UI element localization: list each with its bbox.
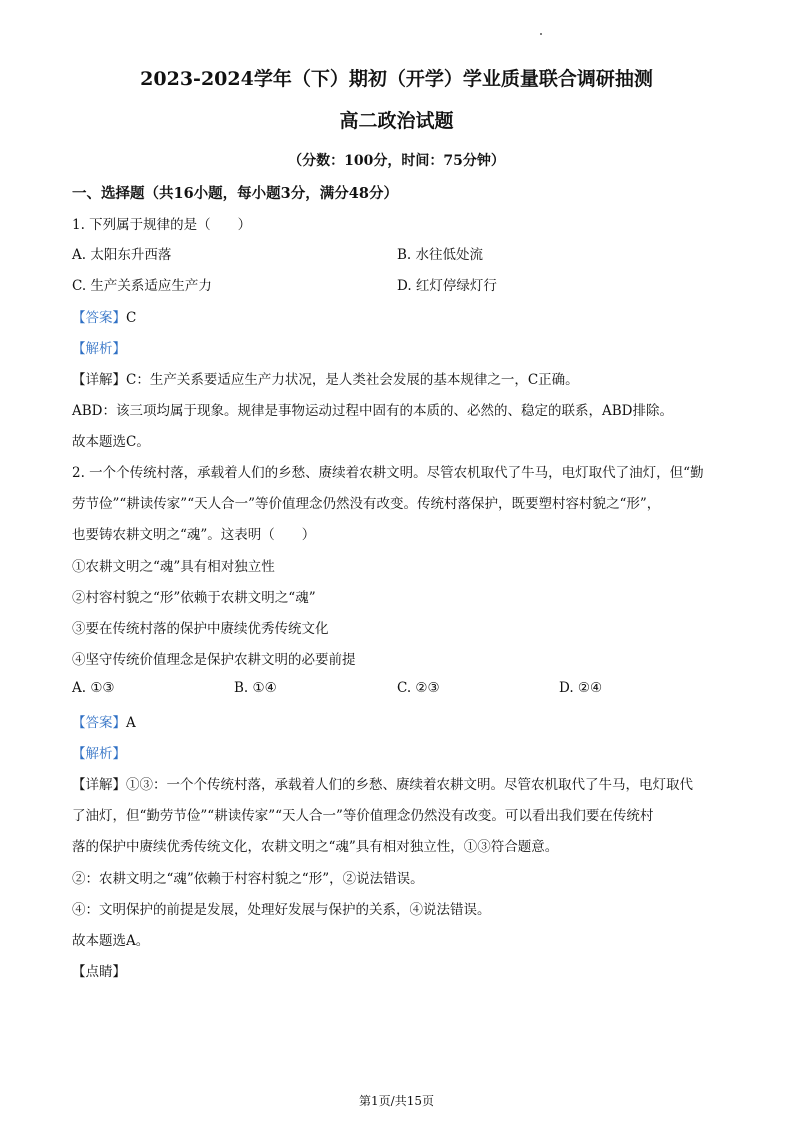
q2-analysis-tag: 【解析】 — [72, 746, 126, 762]
q2-detail-2: 了油灯，但“勤劳节俭”“耕读传家”“天人合一”等价值理念仍然没有改变。可以看出我们要在传统村 — [72, 808, 654, 824]
q2-detail-1 — [72, 773, 693, 793]
answer-tag: 【答案】 — [72, 310, 126, 326]
q2-answer — [72, 711, 136, 731]
q2-detail-6: 故本题选A。 — [72, 933, 150, 949]
exam-meta: （分数：100分，时间：75分钟） — [288, 153, 505, 169]
q1-detail-3: 故本题选C。 — [72, 434, 150, 450]
exam-title: 2023-2024学年（下）期初（开学）学业质量联合调研抽测 — [140, 68, 653, 90]
q1-detail-2: ABD：该三项均属于现象。规律是事物运动过程中固有的本质的、必然的、稳定的联系，ABD排除。 — [72, 403, 673, 419]
answer-tag: 【答案】 — [72, 715, 126, 731]
scan-dot — [540, 33, 542, 35]
q2-item-3: ③要在传统村落的保护中赓续优秀传统文化 — [72, 621, 329, 637]
q1-option-a: A. 太阳东升西落 — [72, 247, 172, 263]
q1-option-b: B. 水往低处流 — [397, 247, 484, 263]
q2-option-c: C. ②③ — [397, 680, 440, 696]
q2-item-1: ①农耕文明之“魂”具有相对独立性 — [72, 559, 275, 575]
section-heading: 一、选择题（共16小题，每小题3分，满分48分） — [72, 185, 398, 202]
q2-option-d: D. ②④ — [559, 680, 603, 696]
q2-option-a: A. ①③ — [72, 680, 115, 696]
q2-detail-5: ④：文明保护的前提是发展，处理好发展与保护的关系，④说法错误。 — [72, 902, 491, 918]
q1-answer — [72, 306, 136, 326]
q2-detail-4: ②：农耕文明之“魂”依赖于村容村貌之“形”，②说法错误。 — [72, 871, 424, 887]
q1-stem: 1. 下列属于规律的是（ ） — [72, 217, 252, 233]
page-number: 第1页/共15页 — [359, 1094, 434, 1108]
q2-stem-2: 劳节俭”“耕读传家”“天人合一”等价值理念仍然没有改变。传统村落保护，既要塑村容村貌之“形”， — [72, 496, 661, 512]
detail-text: ①③：一个个传统村落，承载着人们的乡愁、赓续着农耕文明。尽管农机取代了牛马，电灯取代 — [126, 777, 693, 793]
exam-subject: 高二政治试题 — [339, 110, 454, 132]
q2-item-4: ④坚守传统价值理念是保护农耕文明的必要前提 — [72, 652, 356, 668]
detail-text: C：生产关系要适应生产力状况，是人类社会发展的基本规律之一，C正确。 — [126, 372, 579, 388]
q2-tip-tag: 【点睛】 — [72, 964, 126, 980]
q2-stem-1: 2. 一个个传统村落，承载着人们的乡愁、赓续着农耕文明。尽管农机取代了牛马，电灯取代了油灯，但“勤 — [72, 465, 704, 481]
q1-detail-1 — [72, 368, 579, 388]
q2-detail-3: 落的保护中赓续优秀传统文化，农耕文明之“魂”具有相对独立性，①③符合题意。 — [72, 839, 559, 855]
q2-stem-3: 也要铸农耕文明之“魂”。这表明（ ） — [72, 527, 316, 543]
answer-value: A — [126, 715, 136, 731]
q2-option-b: B. ①④ — [234, 680, 277, 696]
q1-option-d: D. 红灯停绿灯行 — [397, 278, 497, 294]
q1-option-c: C. 生产关系适应生产力 — [72, 278, 212, 294]
detail-tag: 【详解】 — [72, 777, 126, 793]
detail-tag: 【详解】 — [72, 372, 126, 388]
answer-value: C — [126, 310, 137, 326]
q1-analysis-tag: 【解析】 — [72, 341, 126, 357]
q2-item-2: ②村容村貌之“形”依赖于农耕文明之“魂” — [72, 590, 316, 606]
